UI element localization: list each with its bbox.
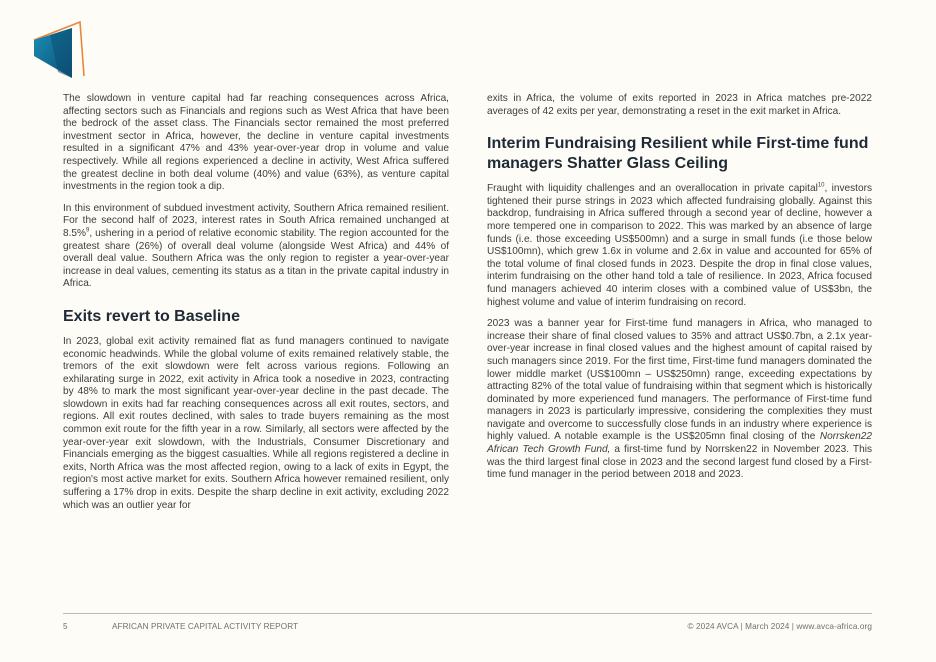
section-heading: Interim Fundraising Resilient while First-time fund managers Shatter Glass Ceiling bbox=[487, 135, 869, 173]
paragraph bbox=[63, 203, 449, 291]
footer-copyright[interactable]: © 2024 AVCA | March 2024 | www.avca-africa.org bbox=[687, 622, 872, 631]
paragraph-text: In this environment of subdued investment activity, Southern Africa remained resilient. For the second half of 2023, interest rates in South Africa remained unchanged at 8.5% bbox=[63, 202, 449, 239]
paragraph: The slowdown in venture capital had far reaching consequences across Africa, affecting sectors such as Financials and regions such as West Africa that have been the bedrock of the asset class. The Financials sector remained the most preferred investment sector in Africa, however, the decline in venture capital investments resulted in a significant 47% and 43% year-over-year drop in volume and value respectively. While all regions experienced a decline in activity, West Africa suffered the greatest decline in both deal volume (40%) and value (63%), as venture capital investments in the region took a dip. bbox=[63, 93, 449, 193]
left-column bbox=[63, 93, 449, 521]
paragraph-text: , ushering in a period of relative economic stability. The region accounted for the greatest share (26%) of overall deal volume (alongside West Africa) and 44% of overall deal value. Southern Africa was the only region to register a year-over-year increase in deal values, cementing its status as a titan in the private capital industry in Africa. bbox=[63, 227, 449, 290]
fund-name: Norrsken22 African Tech Growth Fund, bbox=[487, 431, 872, 456]
paragraph-text: Fraught with liquidity challenges and an overallocation in private capital bbox=[487, 183, 818, 195]
footer-divider bbox=[63, 613, 872, 614]
footnote-ref[interactable]: 10 bbox=[817, 182, 825, 189]
footnote-ref[interactable]: 9 bbox=[86, 227, 90, 234]
paragraph bbox=[487, 318, 872, 482]
page-number: 5 bbox=[63, 622, 68, 631]
report-title: AFRICAN PRIVATE CAPITAL ACTIVITY REPORT bbox=[112, 622, 299, 631]
paragraph: In 2023, global exit activity remained flat as fund managers continued to navigate economic headwinds. While the global volume of exits remained relatively stable, the tremors of the exit slowdown were felt across various regions. Following an exhilarating surge in 2022, exit activity in Africa took a nosedive in 2023, contracting by 48% to mark the most significant year-over-year decline in the past decade. The slowdown in exits had far reaching consequences across all exit routes, sectors, and regions. All exit routes declined, with sales to trade buyers remaining as the most common exit route for the fifth year in a row. Similarly, all sectors were affected by the year-over-year exit slowdown, with the Industrials, Consumer Discretionary and Financials emerging as the biggest casualties. While all regions registered a decline in exits, North Africa was the most affected region, owing to a lack of exits in Egypt, the region's most active market for exits. Southern Africa however remained resilient, only suffering a 17% drop in exits. Despite the sharp decline in exit activity, excluding 2022 which was an outlier year for bbox=[63, 335, 449, 511]
paragraph: exits in Africa, the volume of exits reported in 2023 in Africa matches pre-2022 averages of 42 exits per year, demonstrating a reset in the exit market in Africa. bbox=[487, 93, 872, 117]
paragraph-text: , investors tightened their purse strings in 2023 which affected fundraising globally. Against this backdrop, fundraising in Africa suffered through a second year of decline, however a more tempered one in comparison to 2022. This was marked by an absence of large funds (i.e. those exceeding US$500mn) and a surge in small funds (i.e those below US$100mn), which grew 1.6x in volume and 2.6x in value and accounted for 65% of the total volume of final closed funds in 2023. Despite the drop in final close values, interim fundraising on the other hand told a tale of resilience. In 2023, Africa focused fund managers achieved 40 interim closes with a combined value of US$3bn, the highest volume and value of interim fundraising on record. bbox=[487, 183, 872, 308]
paragraph bbox=[487, 183, 872, 309]
right-column bbox=[487, 93, 872, 491]
paragraph-text: 2023 was a banner year for First-time fund managers in Africa, who managed to increase their share of final closed values to 35% and attract US$0.7bn, a 2.1x year-over-year increase in final closed values and the highest amount of capital raised by such managers since 2019. For the first time, First-time fund managers dominated the lower middle market (US$100mn – US$250mn) range, exceeding expectations by attracting 82% of the total value of fundraising within that segment which is historically dominated by more experienced fund managers. The performance of First-time fund managers in 2023 is particularly impressive, considering the complexities they must navigate and overcome to successfully close funds in an industry where experience is highly valued. A notable example is the US$205mn final closing of the bbox=[487, 318, 872, 443]
avca-logo-icon bbox=[28, 18, 88, 82]
paragraph-text: a first-time fund by Norrsken22 in November 2023. This was the third largest final close in 2023 and the second largest fund closed by a First-time fund manager in the period between 2018 and 2023. bbox=[487, 444, 872, 481]
section-heading: Exits revert to Baseline bbox=[63, 307, 240, 325]
